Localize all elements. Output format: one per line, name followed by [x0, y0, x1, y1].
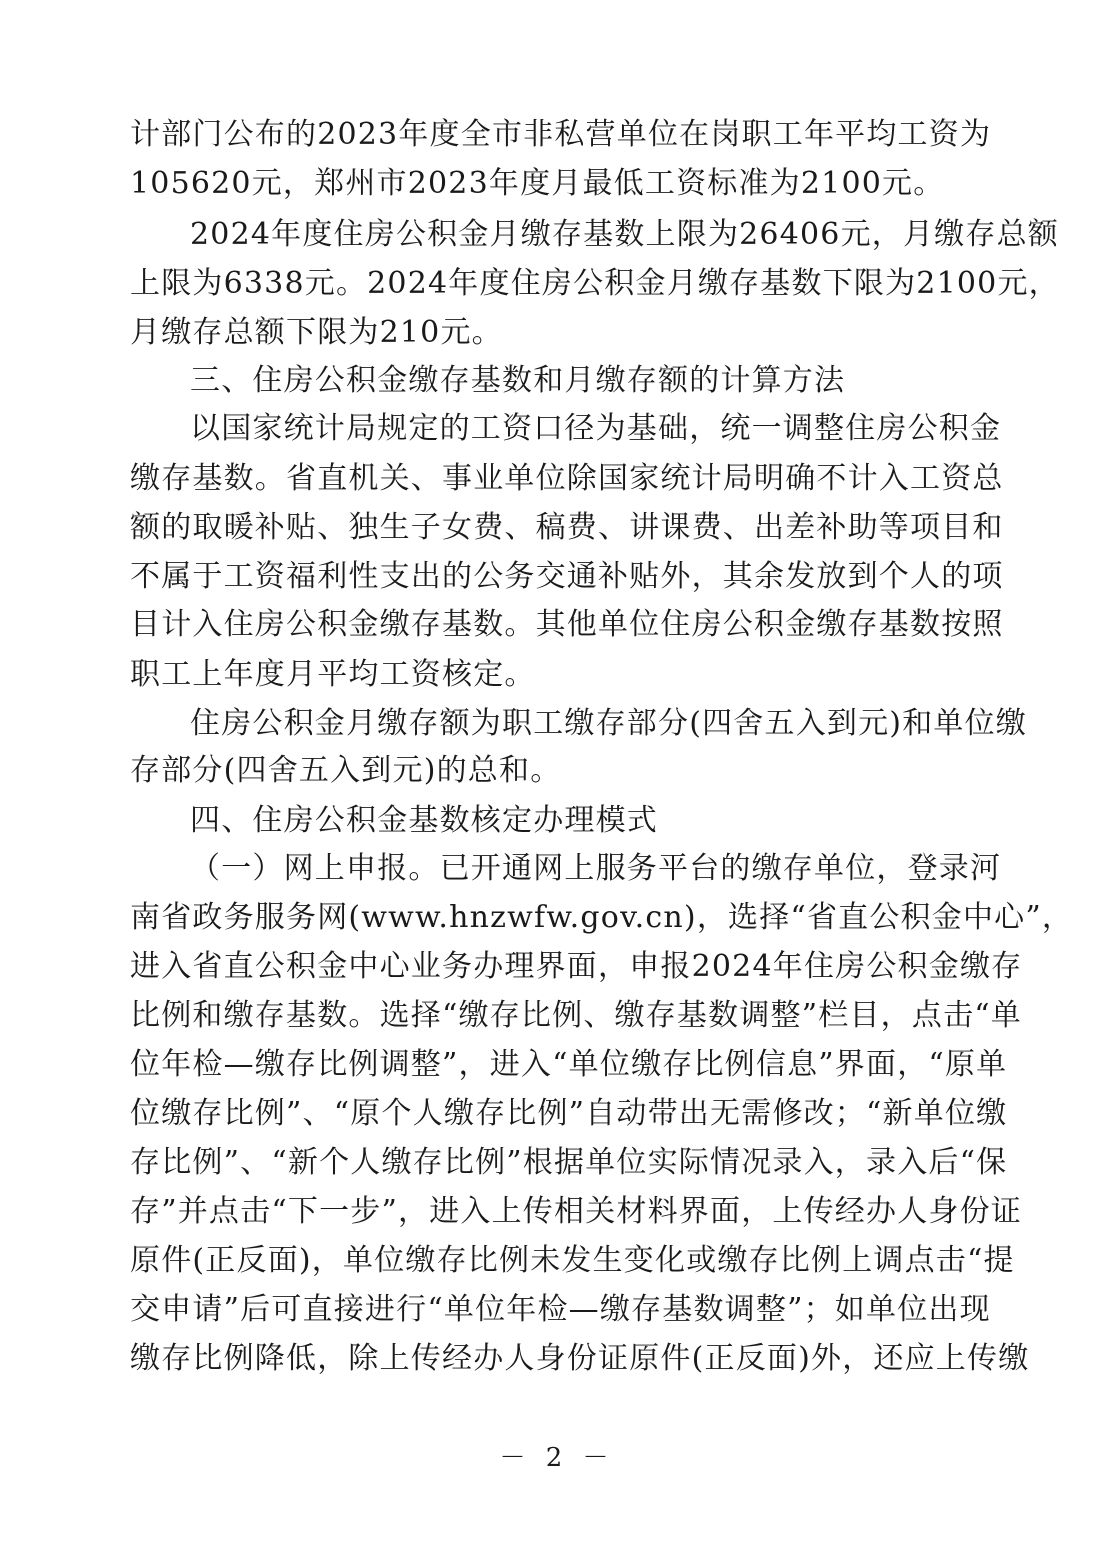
- paragraph-line: 上限为6338元。2024年度住房公积金月缴存基数下限为2100元，: [130, 266, 1060, 301]
- paragraph-line: 缴存基数。省直机关、事业单位除国家统计局明确不计入工资总: [130, 461, 1004, 496]
- section-heading-three: 三、住房公积金缴存基数和月缴存额的计算方法: [190, 363, 846, 398]
- paragraph-line: 不属于工资福利性支出的公务交通补贴外，其余发放到个人的项: [130, 559, 1004, 594]
- paragraph-line: 住房公积金月缴存额为职工缴存部分(四舍五入到元)和单位缴: [190, 706, 1028, 741]
- paragraph-line: 位缴存比例”、“原个人缴存比例”自动带出无需修改；“新单位缴: [130, 1096, 1008, 1131]
- section-heading-four: 四、住房公积金基数核定办理模式: [190, 803, 658, 838]
- paragraph-line: 存部分(四舍五入到元)的总和。: [130, 753, 562, 788]
- paragraph-line: 2024年度住房公积金月缴存基数上限为26406元，月缴存总额: [190, 217, 1059, 252]
- paragraph-line: 存比例”、“新个人缴存比例”根据单位实际情况录入，录入后“保: [130, 1145, 1008, 1180]
- page-number: － 2 －: [499, 1443, 615, 1473]
- paragraph-line: 比例和缴存基数。选择“缴存比例、缴存基数调整”栏目，点击“单: [130, 998, 1023, 1033]
- paragraph-line: 105620元，郑州市2023年度月最低工资标准为2100元。: [130, 166, 945, 201]
- paragraph-line: 额的取暖补贴、独生子女费、稿费、讲课费、出差补助等项目和: [130, 510, 1004, 545]
- paragraph-line: 交申请”后可直接进行“单位年检—缴存基数调整”；如单位出现: [130, 1292, 991, 1327]
- paragraph-line: 原件(正反面)，单位缴存比例未发生变化或缴存比例上调点击“提: [130, 1243, 1015, 1278]
- paragraph-line: 月缴存总额下限为210元。: [130, 315, 503, 350]
- paragraph-line: 计部门公布的2023年度全市非私营单位在岗职工年平均工资为: [130, 117, 992, 152]
- paragraph-line: 以国家统计局规定的工资口径为基础，统一调整住房公积金: [190, 411, 1002, 446]
- paragraph-line: 位年检—缴存比例调整”，进入“单位缴存比例信息”界面，“原单: [130, 1047, 1008, 1082]
- paragraph-line: （一）网上申报。已开通网上服务平台的缴存单位，登录河: [190, 851, 1002, 886]
- paragraph-line: 缴存比例降低，除上传经办人身份证原件(正反面)外，还应上传缴: [130, 1341, 1030, 1376]
- paragraph-line: 存”并点击“下一步”，进入上传相关材料界面，上传经办人身份证: [130, 1194, 1023, 1229]
- paragraph-line: 职工上年度月平均工资核定。: [130, 657, 536, 692]
- paragraph-line: 目计入住房公积金缴存基数。其他单位住房公积金缴存基数按照: [130, 607, 1004, 642]
- paragraph-line: 进入省直公积金中心业务办理界面，申报2024年住房公积金缴存: [130, 949, 1023, 984]
- paragraph-line: 南省政务服务网(www.hnzwfw.gov.cn)，选择“省直公积金中心”，: [130, 900, 1074, 935]
